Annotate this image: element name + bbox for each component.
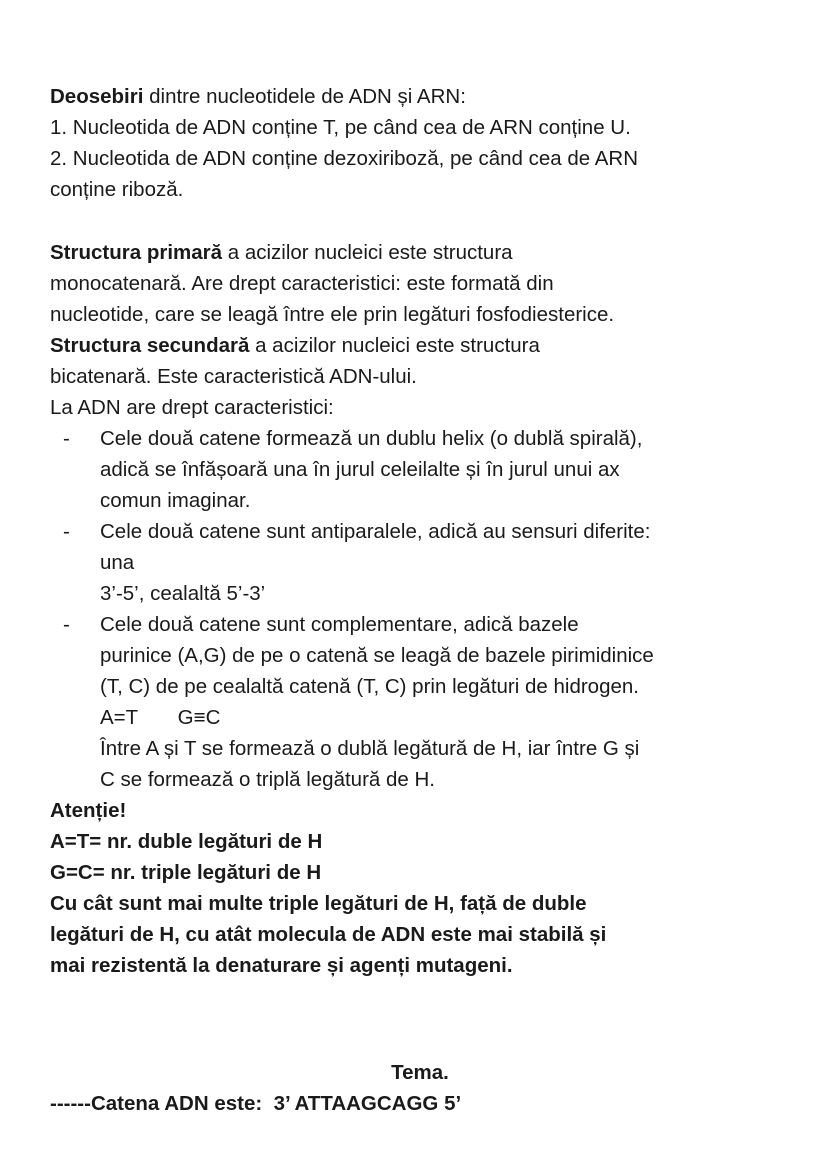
list-line: purinice (A,G) de pe o catenă se leagă de bazele pirimidinice	[100, 644, 654, 667]
bullet-list	[50, 423, 810, 795]
homework-title: Tema.	[391, 1061, 449, 1084]
difference-2: 2. Nucleotida de ADN conține dezoxiriboză, pe când cea de ARN	[50, 147, 639, 170]
list-line	[50, 516, 810, 547]
dash-marker: -	[63, 613, 70, 636]
secondary-structure-heading	[50, 330, 810, 361]
list-item	[50, 609, 810, 795]
list-line: C se formează o triplă legătură de H.	[100, 768, 435, 791]
list-line: (T, C) de pe cealaltă catenă (T, C) prin legături de hidrogen.	[100, 675, 639, 698]
text: Cele două catene sunt complementare, adică bazele	[100, 613, 579, 636]
text: Cele două catene sunt antiparalele, adică au sensuri diferite:	[100, 520, 651, 543]
list-line: A=T G≡C	[100, 706, 221, 729]
attention-line: mai rezistentă la denaturare și agenți mutageni.	[50, 954, 513, 977]
paragraph-line: monocatenară. Are drept caracteristici: este formată din	[50, 272, 554, 295]
text: Cele două catene formează un dublu helix (o dublă spirală),	[100, 427, 643, 450]
list-line: Între A și T se formează o dublă legătură de H, iar între G și	[100, 737, 640, 760]
attention-line: Cu cât sunt mai multe triple legături de H, față de duble	[50, 892, 587, 915]
attention-line: legături de H, cu atât molecula de ADN este mai stabilă și	[50, 923, 607, 946]
list-line	[50, 423, 810, 454]
paragraph-line: nucleotide, care se leagă între ele prin legături fosfodiesterice.	[50, 303, 615, 326]
dash-marker: -	[63, 427, 70, 450]
list-line: una	[100, 551, 135, 574]
text: a acizilor nucleici este structura	[222, 241, 513, 264]
attention-block	[50, 795, 810, 981]
primary-structure-heading	[50, 237, 810, 268]
document-page	[50, 81, 810, 1119]
dash-marker: -	[63, 520, 70, 543]
attention-line: A=T= nr. duble legături de H	[50, 830, 323, 853]
attention-line: G=C= nr. triple legături de H	[50, 861, 322, 884]
bold-term: Structura secundară	[50, 334, 250, 357]
list-line: adică se înfășoară una în jurul celeilalte și în jurul unui ax	[100, 458, 620, 481]
list-line: 3’-5’, cealaltă 5’-3’	[100, 582, 266, 605]
heading-text: dintre nucleotidele de ADN și ARN:	[143, 85, 466, 108]
list-line	[50, 609, 810, 640]
spacer	[50, 205, 810, 237]
paragraph-line: bicatenară. Este caracteristică ADN-ului.	[50, 365, 417, 388]
list-line: comun imaginar.	[100, 489, 251, 512]
list-item	[50, 516, 810, 609]
differences-heading	[50, 81, 810, 112]
difference-1: 1. Nucleotida de ADN conține T, pe când cea de ARN conține U.	[50, 116, 631, 139]
text: a acizilor nucleici este structura	[249, 334, 540, 357]
difference-2-cont: conține riboză.	[50, 178, 184, 201]
attention-title: Atenție!	[50, 799, 127, 822]
spacer	[50, 981, 810, 1057]
paragraph-line: La ADN are drept caracteristici:	[50, 396, 334, 419]
homework-task: ------Catena ADN este: 3’ ATTAAGCAGG 5’	[50, 1092, 462, 1115]
bold-term: Structura primară	[50, 241, 223, 264]
bold-term: Deosebiri	[50, 85, 144, 108]
list-item	[50, 423, 810, 516]
